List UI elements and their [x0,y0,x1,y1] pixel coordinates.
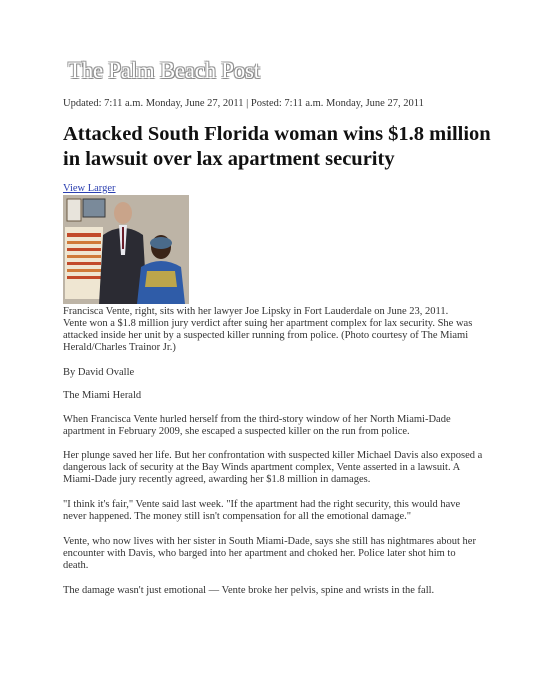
article-paragraph: "I think it's fair," Vente said last week. "If the apartment had the right security, this would have never happened. The money still isn't compensation for all the emotional damage." [63,499,461,522]
article-headline: Attacked South Florida woman wins $1.8 million in lawsuit over lax apartment security [63,123,491,170]
article-paragraph: Vente, who now lives with her sister in South Miami-Dade, says she still has nightmares about her encounter with Davis, who barged into her apartment and choked her. Police later shot him to death. [63,536,476,571]
article-photo[interactable] [63,195,189,304]
article-paragraph: Her plunge saved her life. But her confrontation with suspected killer Michael Davis also exposed a dangerous lack of security at the Bay Winds apartment complex, Vente asserted in a lawsuit. A Miami-Dade jury recently agreed, awarding her $1.8 million in damages. [63,450,483,485]
byline: By David Ovalle [63,367,135,378]
updated-timestamp: Updated: 7:11 a.m. Monday, June 27, 2011 | Posted: 7:11 a.m. Monday, June 27, 2011 [63,98,424,109]
source-credit: The Miami Herald [63,390,142,401]
photo-image [63,195,189,304]
article-paragraph: The damage wasn't just emotional — Vente broke her pelvis, spine and wrists in the fall. [63,585,435,596]
masthead-logo: The Palm Beach Post [68,58,260,83]
article-paragraph: When Francisca Vente hurled herself from the third-story window of her North Miami-Dade apartment in February 2009, she escaped a suspected killer on the run from police. [63,414,451,437]
photo-caption: Francisca Vente, right, sits with her lawyer Joe Lipsky in Fort Lauderdale on June 23, 2011. Vente won a $1.8 million jury verdict after suing her apartment complex for lax security. She was attacked inside her unit by a suspected killer running from police. (Photo courtesy of The Miami Herald/Charles Trainor Jr.) [63,306,473,353]
view-larger-link[interactable]: View Larger [63,183,116,194]
